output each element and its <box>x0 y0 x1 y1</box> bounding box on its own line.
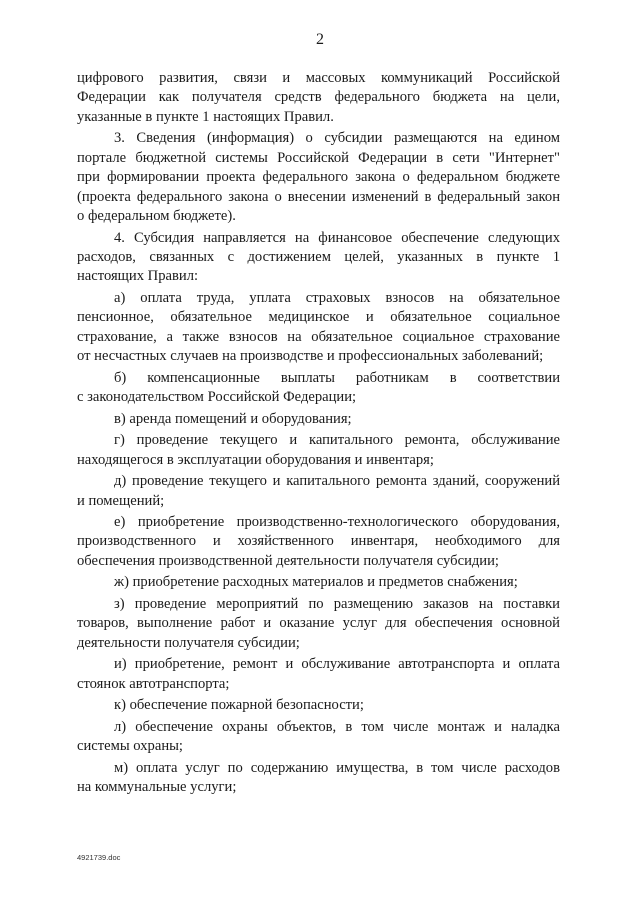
paragraph-line: настоящих Правил: <box>77 268 199 285</box>
paragraph <box>77 229 560 287</box>
paragraph-line: г) проведение текущего и капитального ремонта, обслуживание <box>114 432 560 449</box>
paragraph-line: д) проведение текущего и капитального ремонта зданий, сооружений <box>114 473 560 490</box>
paragraph-line: о федеральном бюджете). <box>77 207 236 224</box>
paragraph <box>77 472 560 511</box>
paragraph-line: производственного и хозяйственного инвентаря, необходимого для <box>77 533 560 550</box>
paragraph-line: б) компенсационные выплаты работникам в соответствии <box>114 369 560 386</box>
paragraph-line: л) обеспечение охраны объектов, в том числе монтаж и наладка <box>114 718 560 735</box>
paragraph-line: расходов, связанных с достижением целей, указанных в пункте 1 <box>77 248 560 265</box>
document-footer-filename: 4921739.doc <box>77 853 121 862</box>
paragraph <box>77 573 560 592</box>
paragraph-line: от несчастных случаев на производстве и профессиональных заболеваний; <box>77 348 544 365</box>
paragraph <box>77 759 560 798</box>
paragraph <box>77 129 560 226</box>
paragraph-line: деятельности получателя субсидии; <box>77 634 300 651</box>
paragraph-line: страхование, а также взносов на обязательное социальное страхование <box>77 328 560 345</box>
paragraph-line: 3. Сведения (информация) о субсидии размещаются на едином <box>114 130 560 147</box>
paragraph <box>77 410 560 429</box>
paragraph <box>77 513 560 571</box>
paragraph-line: находящегося в эксплуатации оборудования и инвентаря; <box>77 451 434 468</box>
paragraph-line: в) аренда помещений и оборудования; <box>114 410 352 427</box>
document-body <box>77 69 560 798</box>
paragraph-line: стоянок автотранспорта; <box>77 675 230 692</box>
paragraph-line: 4. Субсидия направляется на финансовое обеспечение следующих <box>114 229 560 246</box>
paragraph <box>77 655 560 694</box>
paragraph <box>77 431 560 470</box>
page-number: 2 <box>316 31 324 48</box>
paragraph-line: (проекта федерального закона о внесении изменений в федеральный закон <box>77 188 560 205</box>
paragraph-line: при формировании проекта федерального закона о федеральном бюджете <box>77 169 560 186</box>
paragraph <box>77 718 560 757</box>
paragraph-line: Федерации как получателя средств федерального бюджета на цели, <box>77 89 560 106</box>
paragraph-line: и помещений; <box>77 492 165 509</box>
paragraph <box>77 595 560 653</box>
paragraph-line: к) обеспечение пожарной безопасности; <box>114 697 364 714</box>
paragraph-line: е) приобретение производственно-технологического оборудования, <box>114 514 560 531</box>
paragraph-line: цифрового развития, связи и массовых коммуникаций Российской <box>77 70 560 86</box>
paragraph-line: з) проведение мероприятий по размещению заказов на поставки <box>114 596 560 613</box>
paragraph-line: а) оплата труда, уплата страховых взносов на обязательное <box>114 289 560 306</box>
paragraph-line: портале бюджетной системы Российской Федерации в сети "Интернет" <box>77 149 560 166</box>
paragraph-line: товаров, выполнение работ и оказание услуг для обеспечения основной <box>77 615 560 632</box>
paragraph-line: м) оплата услуг по содержанию имущества, в том числе расходов <box>114 759 560 776</box>
paragraph-line: пенсионное, обязательное медицинское и обязательное социальное <box>77 309 560 326</box>
paragraph-line: указанные в пункте 1 настоящих Правил. <box>77 108 334 125</box>
paragraph-line: системы охраны; <box>77 738 183 755</box>
paragraph <box>77 369 560 408</box>
paragraph <box>77 69 560 127</box>
paragraph-line: и) приобретение, ремонт и обслуживание автотранспорта и оплата <box>114 656 560 673</box>
paragraph-line: на коммунальные услуги; <box>77 779 237 796</box>
paragraph-line: ж) приобретение расходных материалов и предметов снабжения; <box>114 574 518 591</box>
paragraph <box>77 289 560 367</box>
paragraph-line: обеспечения производственной деятельности получателя субсидии; <box>77 552 499 569</box>
paragraph-line: с законодательством Российской Федерации; <box>77 389 357 405</box>
paragraph <box>77 696 560 715</box>
